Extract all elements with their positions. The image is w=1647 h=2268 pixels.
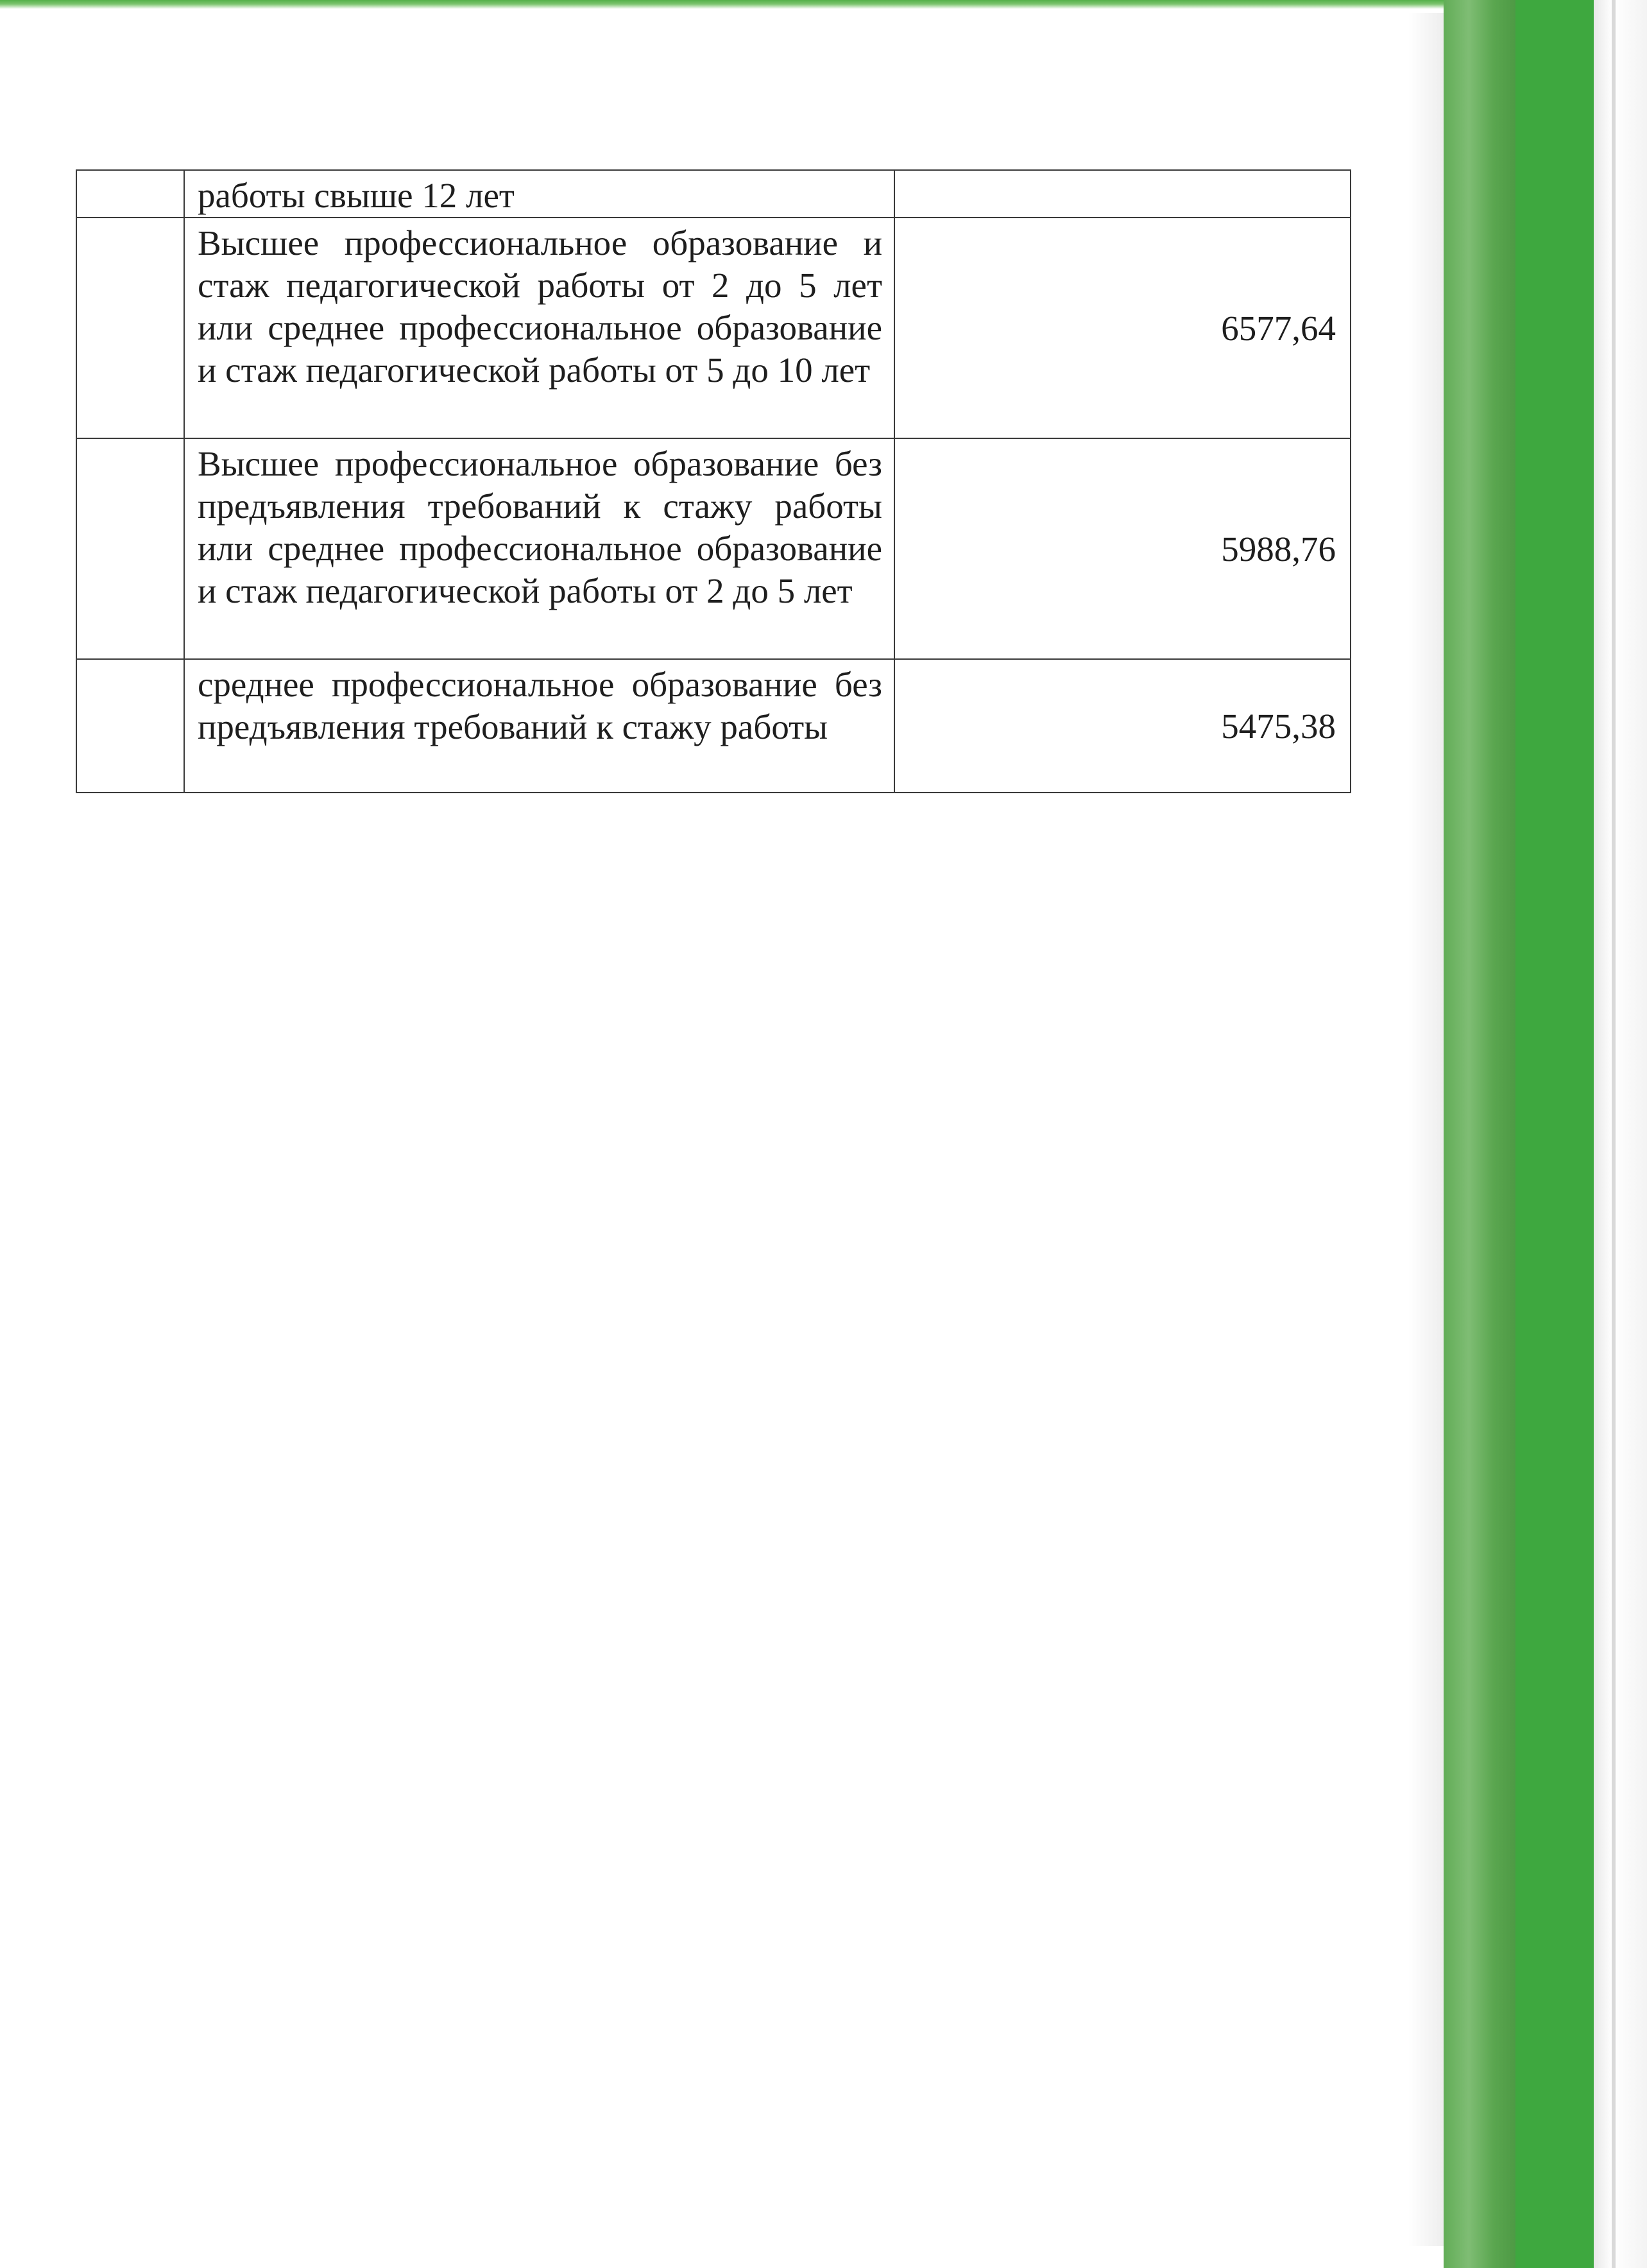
salary-value <box>894 170 1351 218</box>
salary-table <box>76 169 1351 793</box>
qualification-description: среднее профессиональное образование без предъявления требований к стажу работы <box>184 659 894 793</box>
page-shadow <box>1408 13 1447 2246</box>
salary-value: 6577,64 <box>894 218 1351 438</box>
cover-edge <box>1594 0 1647 2268</box>
cover-top-edge <box>0 0 1444 9</box>
table-row <box>76 438 1351 659</box>
table-row <box>76 218 1351 438</box>
cover-spine-strip <box>1444 0 1515 2268</box>
qualification-description: Высшее профессиональное образование и стаж педагогической работы от 2 до 5 лет или среднее профессиональное образование и стаж педагогической работы от 5 до 10 лет <box>184 218 894 438</box>
table-row <box>76 170 1351 218</box>
table-row <box>76 659 1351 793</box>
row-number-cell <box>76 438 184 659</box>
row-number-cell <box>76 170 184 218</box>
salary-value: 5475,38 <box>894 659 1351 793</box>
qualification-description: работы свыше 12 лет <box>184 170 894 218</box>
qualification-description: Высшее профессиональное образование без предъявления требований к стажу работы или среднее профессиональное образование и стаж педагогической работы от 2 до 5 лет <box>184 438 894 659</box>
row-number-cell <box>76 218 184 438</box>
cover-edge-line <box>1612 0 1616 2268</box>
row-number-cell <box>76 659 184 793</box>
salary-value: 5988,76 <box>894 438 1351 659</box>
green-cover <box>1515 0 1594 2268</box>
